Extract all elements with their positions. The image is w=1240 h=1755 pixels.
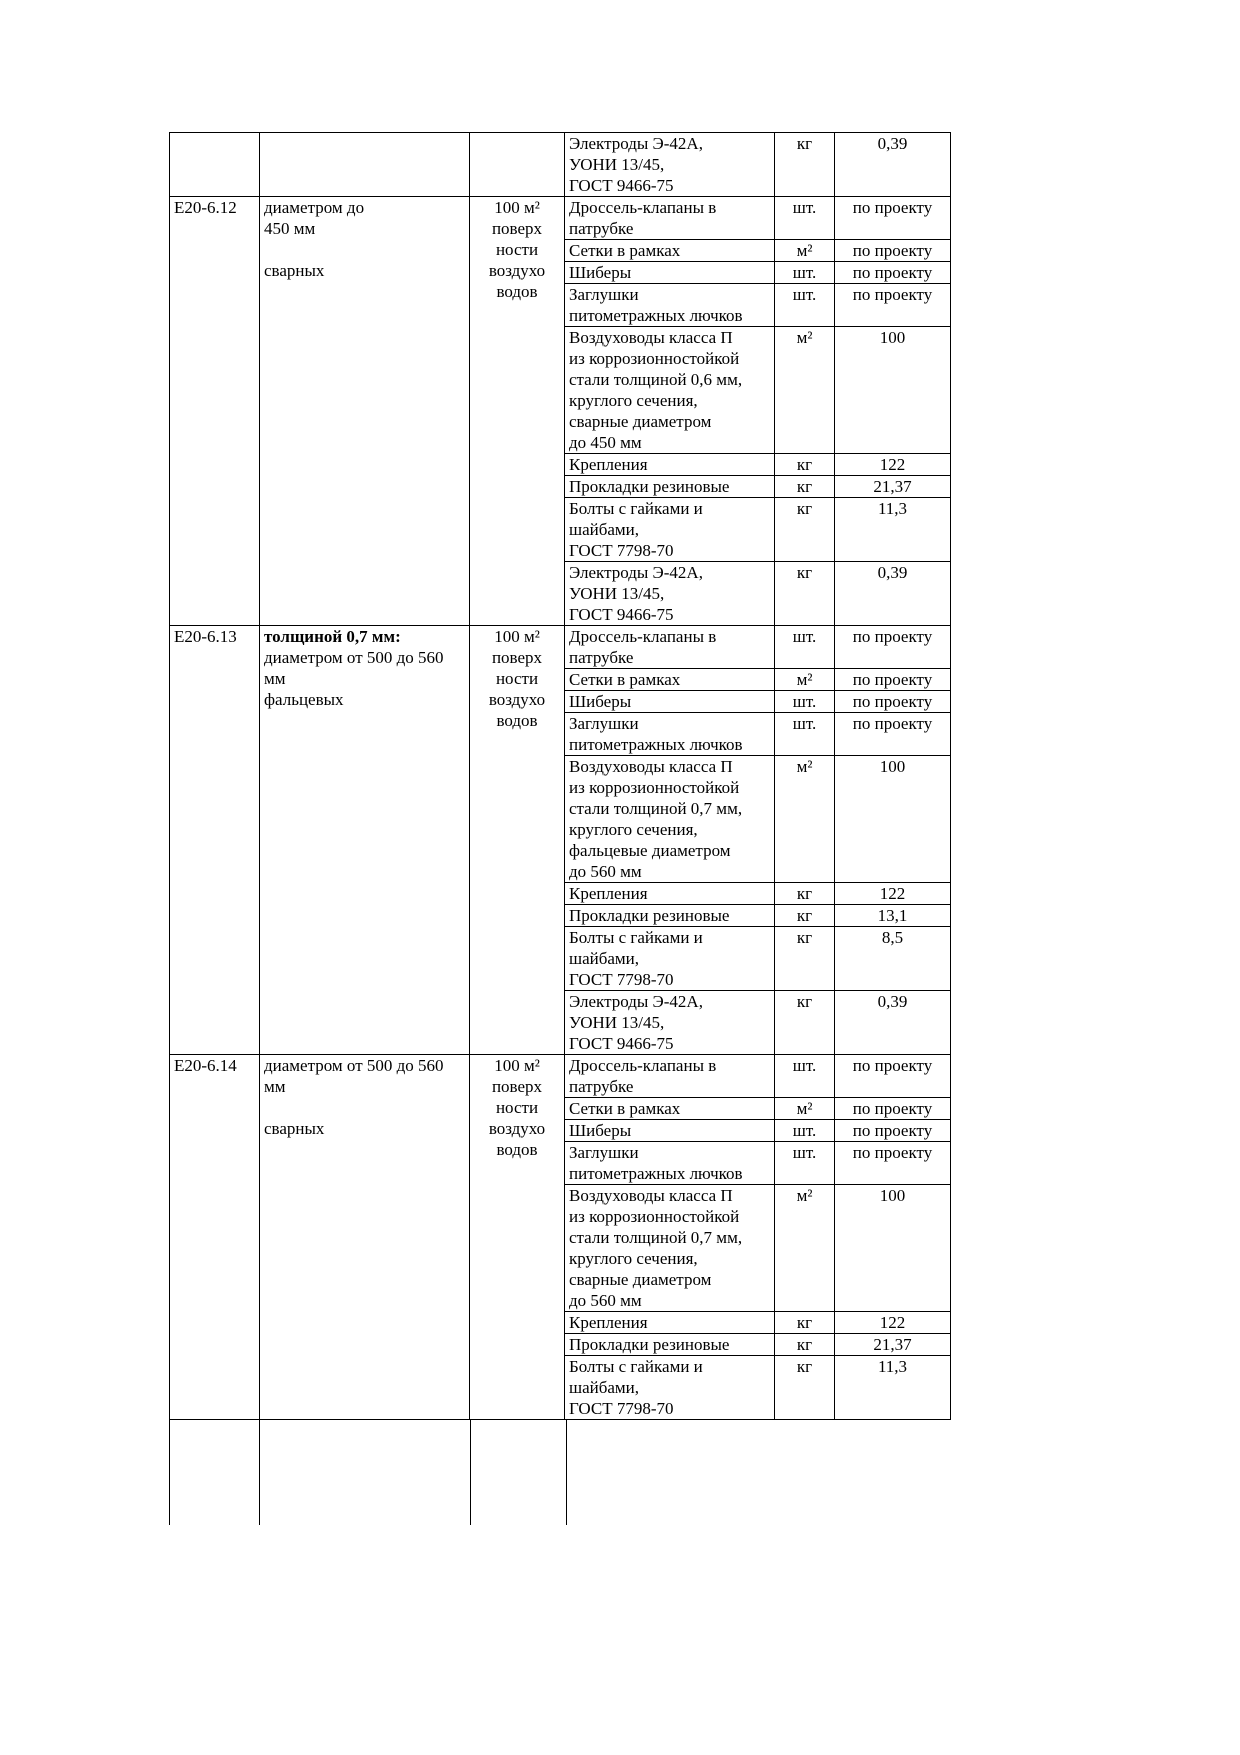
text-line: ГОСТ 9466-75 [569,176,674,195]
continuation-vline [566,1420,567,1525]
code-cell: Е20-6.13 [170,626,260,1055]
description-bold-heading: толщиной 0,7 мм: [264,627,401,646]
text-line: из коррозионностойкой [569,778,740,797]
code-cell: Е20-6.14 [170,1055,260,1420]
text-line: стали толщиной 0,6 мм, [569,370,743,389]
text-line: из коррозионностойкой [569,1207,740,1226]
text-line: Заглушки [569,285,639,304]
description-cell [260,1055,470,1420]
material-qty-cell: 100 [835,327,951,454]
text-line: шайбами, [569,949,640,968]
description-cell [260,626,470,1055]
text-line: Шиберы [569,1121,632,1140]
material-name-cell [565,262,775,284]
material-name-cell [565,1055,775,1098]
text-line: Крепления [569,884,648,903]
text-line: УОНИ 13/45, [569,1013,665,1032]
text-line: поверх [491,219,543,238]
text-line: Дроссель-клапаны в [569,198,717,217]
material-name-cell [565,927,775,991]
text-line: круглого сечения, [569,820,698,839]
text-line: 100 м² [494,627,540,646]
text-line: поверх [491,1077,543,1096]
material-qty-cell: по проекту [835,1098,951,1120]
text-line: Прокладки резиновые [569,1335,730,1354]
material-qty-cell: по проекту [835,240,951,262]
text-line: Шиберы [569,263,632,282]
material-name-cell [565,327,775,454]
material-name-cell [565,1334,775,1356]
text-line: патрубке [569,648,634,667]
text-line: ГОСТ 9466-75 [569,605,674,624]
material-name-cell [565,669,775,691]
text-line: поверх [491,648,543,667]
material-name-cell [565,476,775,498]
table-row [170,626,951,669]
text-line: Болты с гайками и [569,499,703,518]
text-line: 100 м² [494,198,540,217]
text-line: питометражных лючков [569,306,743,325]
text-line: воздухо [488,261,546,280]
material-unit-cell: шт. [775,713,835,756]
text-line: Шиберы [569,692,632,711]
text-line: ности [495,240,539,259]
text-line [264,1097,465,1118]
material-name-cell [565,1185,775,1312]
text-line: ГОСТ 9466-75 [569,1034,674,1053]
text-line [264,239,465,260]
empty-unit-cell [470,133,565,197]
material-name-cell [565,905,775,927]
material-unit-cell: м² [775,756,835,883]
continuation-vline [169,1420,170,1525]
text-line: УОНИ 13/45, [569,584,665,603]
material-qty-cell: по проекту [835,284,951,327]
material-qty-cell: по проекту [835,691,951,713]
material-qty-cell: 0,39 [835,133,951,197]
text-line: Электроды Э-42А, [569,563,703,582]
material-name-cell [565,1142,775,1185]
material-unit-cell: шт. [775,262,835,284]
materials-spec-table [169,132,951,1420]
material-qty-cell: 122 [835,454,951,476]
text-line: фальцевых [264,690,344,709]
material-qty-cell: по проекту [835,197,951,240]
text-line: до 450 мм [569,433,642,452]
table-continuation-lines [169,1420,950,1525]
spec-table-body [170,133,951,1420]
material-qty-cell: 0,39 [835,991,951,1055]
material-name-cell [565,1312,775,1334]
material-qty-cell: 100 [835,756,951,883]
table-row [170,1055,951,1098]
text-line: ности [495,669,539,688]
text-line: УОНИ 13/45, [569,155,665,174]
material-name-cell [565,1356,775,1420]
material-unit-cell: кг [775,133,835,197]
text-line: ности [495,1098,539,1117]
material-qty-cell: по проекту [835,1055,951,1098]
material-qty-cell: 21,37 [835,1334,951,1356]
text-line: сварные диаметром [569,412,712,431]
table-row [170,197,951,240]
text-line: Крепления [569,455,648,474]
material-name-cell [565,454,775,476]
text-line: воздухо [488,1119,546,1138]
material-unit-cell: м² [775,240,835,262]
material-unit-cell: кг [775,991,835,1055]
material-qty-cell: по проекту [835,669,951,691]
unit-cell [470,197,565,626]
material-qty-cell: 122 [835,1312,951,1334]
material-qty-cell: 21,37 [835,476,951,498]
material-name-cell [565,133,775,197]
text-line: Болты с гайками и [569,928,703,947]
continuation-vline [470,1420,471,1525]
text-line: Сетки в рамках [569,241,681,260]
text-line: Электроды Э-42А, [569,992,703,1011]
material-qty-cell: по проекту [835,1120,951,1142]
material-qty-cell: по проекту [835,626,951,669]
text-line: диаметром от 500 до 560 [264,648,444,667]
material-unit-cell: шт. [775,1055,835,1098]
material-unit-cell: м² [775,1098,835,1120]
text-line: Заглушки [569,1143,639,1162]
text-line: питометражных лючков [569,1164,743,1183]
material-unit-cell: м² [775,669,835,691]
text-line: фальцевые диаметром [569,841,731,860]
material-unit-cell: шт. [775,284,835,327]
unit-cell [470,626,565,1055]
text-line: круглого сечения, [569,1249,698,1268]
material-unit-cell: шт. [775,691,835,713]
material-unit-cell: м² [775,1185,835,1312]
material-unit-cell: кг [775,1312,835,1334]
text-line: до 560 мм [569,1291,642,1310]
text-line: стали толщиной 0,7 мм, [569,799,743,818]
material-name-cell [565,883,775,905]
material-unit-cell: м² [775,327,835,454]
material-name-cell [565,197,775,240]
spec-table-wrap [169,132,950,1525]
material-unit-cell: кг [775,454,835,476]
text-line: шайбами, [569,520,640,539]
material-name-cell [565,756,775,883]
material-unit-cell: кг [775,562,835,626]
material-qty-cell: по проекту [835,262,951,284]
material-name-cell [565,1120,775,1142]
text-line: Сетки в рамках [569,670,681,689]
unit-cell [470,1055,565,1420]
text-line: ГОСТ 7798-70 [569,541,674,560]
text-line: круглого сечения, [569,391,698,410]
material-name-cell [565,991,775,1055]
text-line: до 560 мм [569,862,642,881]
text-line: Дроссель-клапаны в [569,1056,717,1075]
empty-description-cell [260,133,470,197]
table-row [170,133,951,197]
text-line: стали толщиной 0,7 мм, [569,1228,743,1247]
text-line: 450 мм [264,219,316,238]
text-line: ГОСТ 7798-70 [569,1399,674,1418]
text-line: сварных [264,261,325,280]
material-qty-cell: 100 [835,1185,951,1312]
material-unit-cell: шт. [775,1120,835,1142]
text-line: Электроды Э-42А, [569,134,703,153]
material-qty-cell: 11,3 [835,1356,951,1420]
material-unit-cell: кг [775,1334,835,1356]
text-line: Прокладки резиновые [569,906,730,925]
material-name-cell [565,1098,775,1120]
text-line: Дроссель-клапаны в [569,627,717,646]
material-qty-cell: 13,1 [835,905,951,927]
description-cell [260,197,470,626]
text-line: мм [264,669,286,688]
material-name-cell [565,284,775,327]
text-line: воздухо [488,690,546,709]
text-line: диаметром от 500 до 560 [264,1056,444,1075]
material-name-cell [565,626,775,669]
text-line: водов [496,711,538,730]
material-unit-cell: кг [775,1356,835,1420]
text-line: сварные диаметром [569,1270,712,1289]
text-line: Заглушки [569,714,639,733]
text-line: сварных [264,1119,325,1138]
material-unit-cell: шт. [775,1142,835,1185]
material-unit-cell: кг [775,883,835,905]
text-line: питометражных лючков [569,735,743,754]
material-unit-cell: шт. [775,197,835,240]
text-line: мм [264,1077,286,1096]
material-qty-cell: по проекту [835,713,951,756]
material-qty-cell: 11,3 [835,498,951,562]
material-name-cell [565,713,775,756]
text-line: Крепления [569,1313,648,1332]
empty-code-cell [170,133,260,197]
material-qty-cell: 8,5 [835,927,951,991]
text-line: Воздуховоды класса П [569,1186,733,1205]
text-line: шайбами, [569,1378,640,1397]
material-unit-cell: шт. [775,626,835,669]
text-line: патрубке [569,1077,634,1096]
text-line: водов [496,1140,538,1159]
text-line: Воздуховоды класса П [569,328,733,347]
text-line: из коррозионностойкой [569,349,740,368]
text-line: Прокладки резиновые [569,477,730,496]
text-line: водов [496,282,538,301]
code-cell: Е20-6.12 [170,197,260,626]
material-name-cell [565,498,775,562]
text-line: ГОСТ 7798-70 [569,970,674,989]
text-line: Сетки в рамках [569,1099,681,1118]
material-unit-cell: кг [775,927,835,991]
material-name-cell [565,240,775,262]
material-qty-cell: по проекту [835,1142,951,1185]
material-name-cell [565,691,775,713]
text-line: диаметром до [264,198,365,217]
text-line: патрубке [569,219,634,238]
continuation-vline [259,1420,260,1525]
text-line: Воздуховоды класса П [569,757,733,776]
material-unit-cell: кг [775,905,835,927]
material-name-cell [565,562,775,626]
material-unit-cell: кг [775,498,835,562]
material-unit-cell: кг [775,476,835,498]
material-qty-cell: 0,39 [835,562,951,626]
text-line: Болты с гайками и [569,1357,703,1376]
text-line: 100 м² [494,1056,540,1075]
material-qty-cell: 122 [835,883,951,905]
